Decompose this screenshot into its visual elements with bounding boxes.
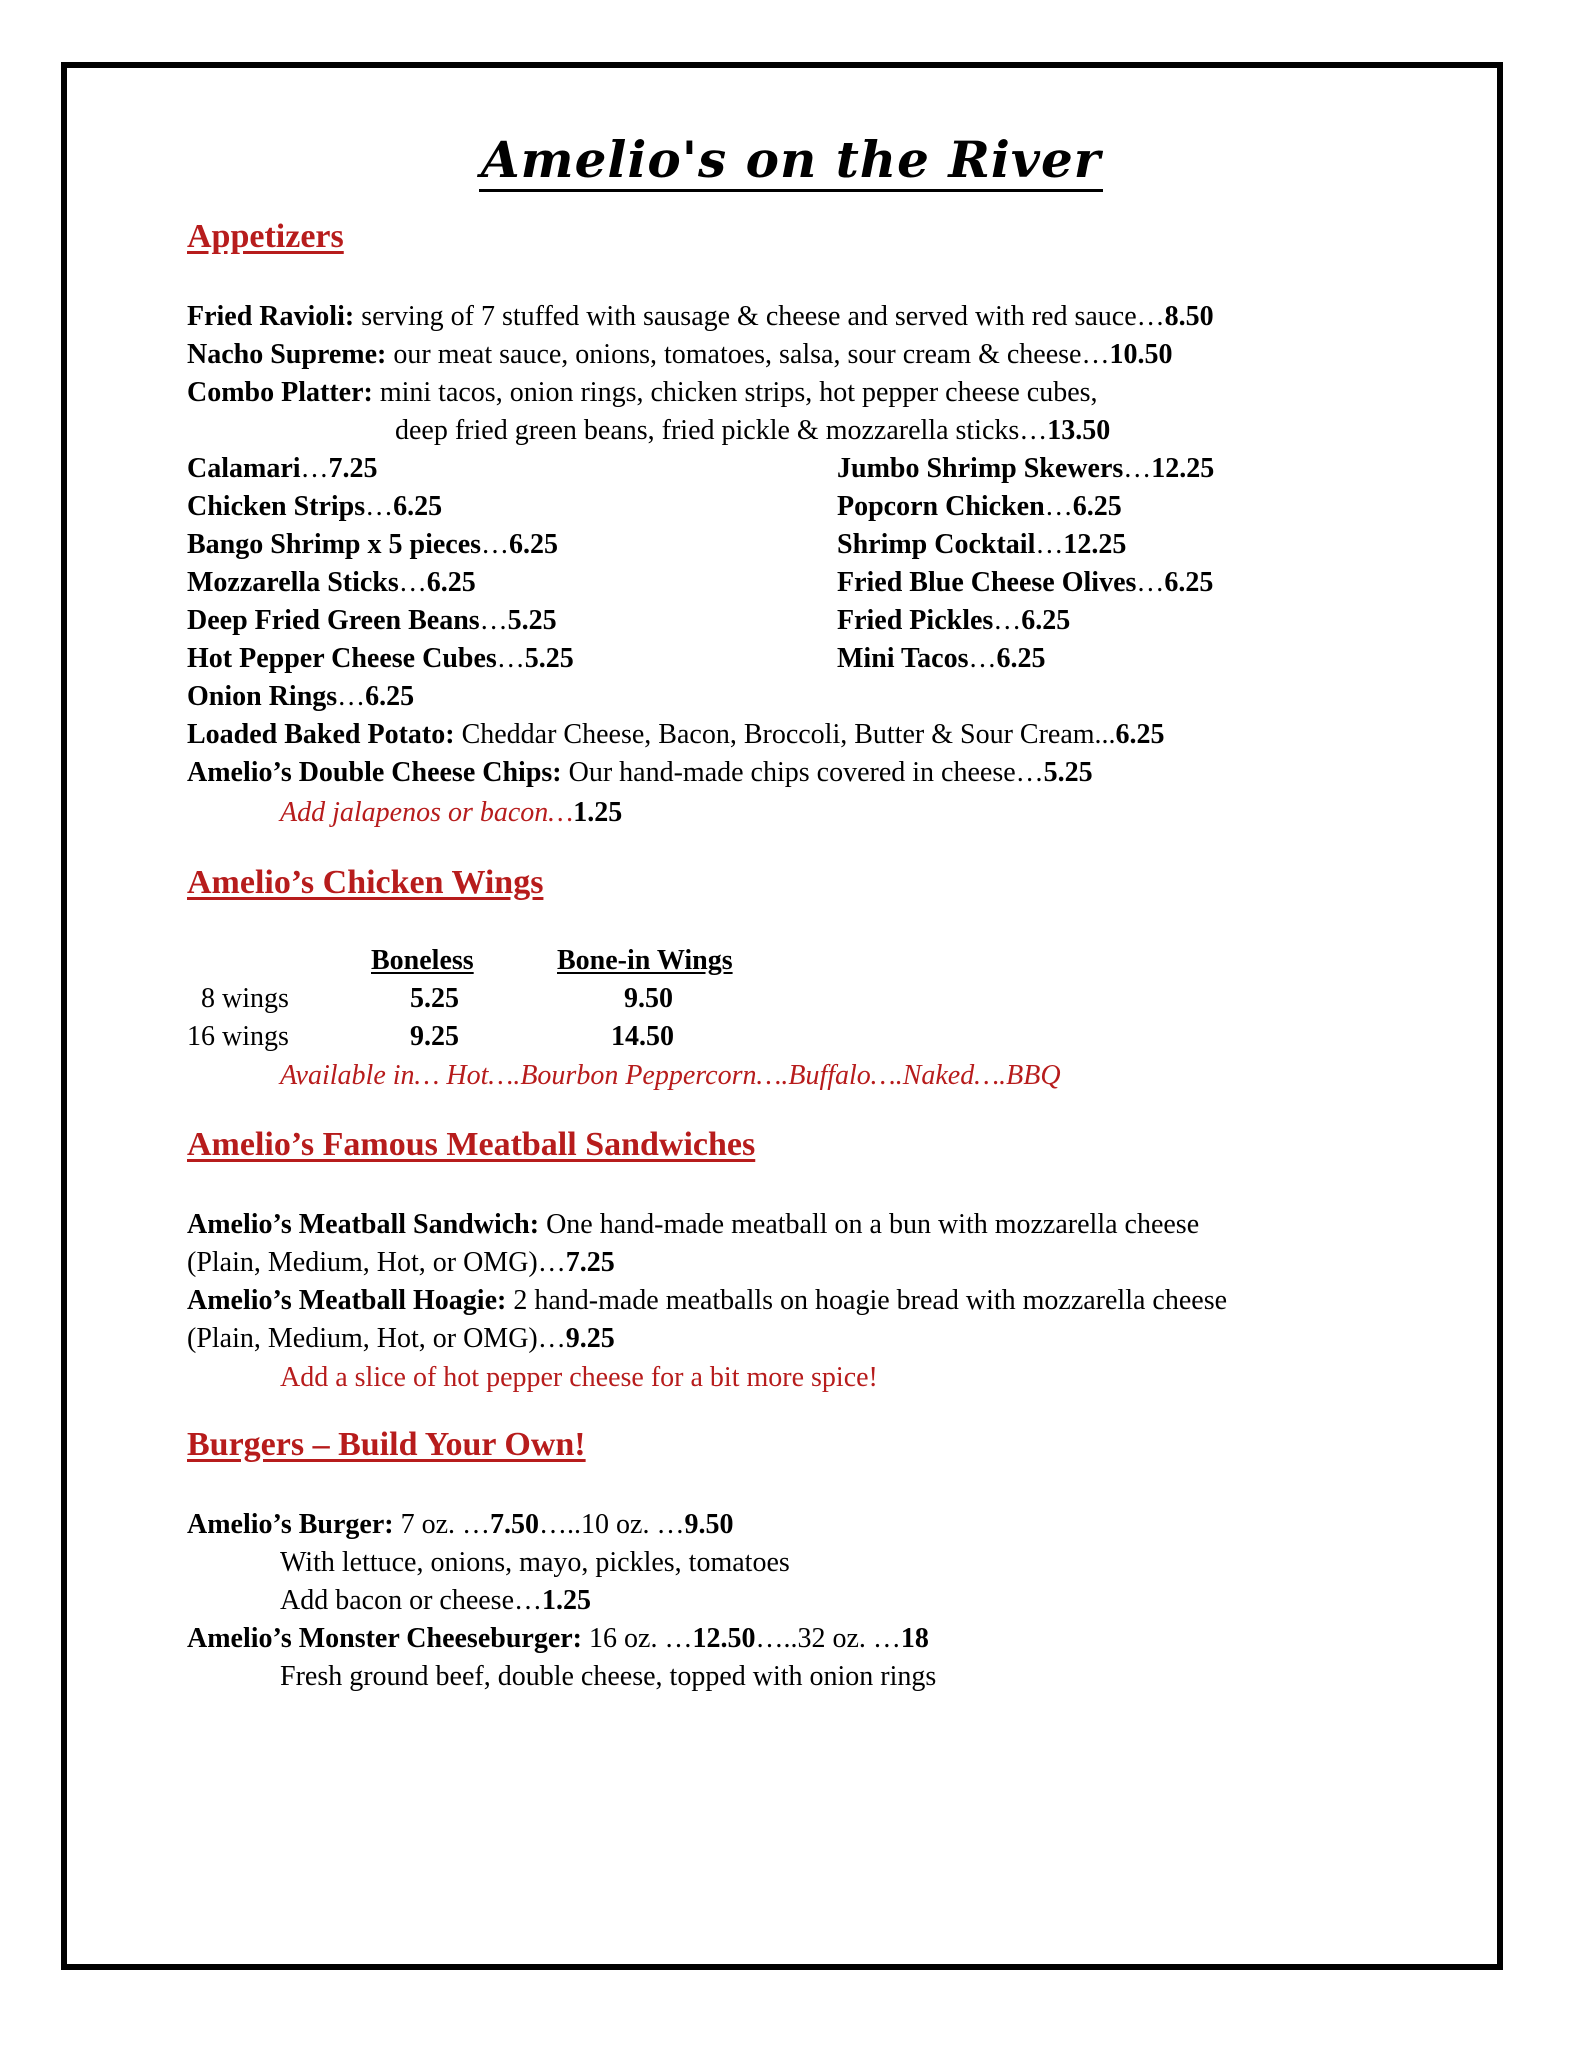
menu-item: Fried Pickles…6.25	[837, 605, 1071, 636]
menu-item-meatball-sandwich-opts: (Plain, Medium, Hot, or OMG)…7.25	[187, 1247, 615, 1278]
addon-note: Add jalapenos or bacon…1.25	[280, 797, 623, 828]
restaurant-title: Amelio's on the River	[0, 130, 1582, 189]
menu-item: Deep Fried Green Beans…5.25	[187, 605, 557, 636]
menu-item: Mozzarella Sticks…6.25	[187, 567, 476, 598]
wings-price-bone-in: 9.50	[624, 983, 673, 1014]
menu-item-nacho-supreme: Nacho Supreme: our meat sauce, onions, tomatoes, salsa, sour cream & cheese…10.50	[187, 339, 1173, 370]
wings-flavors: Available in… Hot….Bourbon Peppercorn….Buffalo….Naked….BBQ	[280, 1060, 1061, 1091]
meatball-note: Add a slice of hot pepper cheese for a bit more spice!	[280, 1362, 878, 1393]
menu-item: Popcorn Chicken…6.25	[837, 491, 1122, 522]
section-heading-wings: Amelio’s Chicken Wings	[187, 864, 544, 901]
menu-item: Calamari…7.25	[187, 453, 378, 484]
menu-item-meatball-sandwich: Amelio’s Meatball Sandwich: One hand-made meatball on a bun with mozzarella cheese	[187, 1209, 1200, 1240]
menu-item-cheese-chips: Amelio’s Double Cheese Chips: Our hand-made chips covered in cheese…5.25	[187, 757, 1093, 788]
burger-addon: Add bacon or cheese…1.25	[280, 1585, 592, 1616]
menu-item-loaded-potato: Loaded Baked Potato: Cheddar Cheese, Bacon, Broccoli, Butter & Sour Cream...6.25	[187, 719, 1165, 750]
wings-price-bone-in: 14.50	[611, 1021, 674, 1052]
menu-item: Shrimp Cocktail…12.25	[837, 529, 1127, 560]
menu-item-meatball-hoagie: Amelio’s Meatball Hoagie: 2 hand-made meatballs on hoagie bread with mozzarella cheese	[187, 1285, 1228, 1316]
wings-row-label: 16 wings	[187, 1021, 289, 1052]
menu-item-combo-platter-cont: deep fried green beans, fried pickle & mozzarella sticks…13.50	[395, 415, 1111, 446]
section-heading-meatball: Amelio’s Famous Meatball Sandwiches	[187, 1126, 756, 1163]
wings-price-boneless: 5.25	[410, 983, 459, 1014]
column-header-bone-in: Bone-in Wings	[557, 945, 733, 976]
menu-item: Onion Rings…6.25	[187, 681, 415, 712]
menu-item: Jumbo Shrimp Skewers…12.25	[837, 453, 1215, 484]
wings-price-boneless: 9.25	[410, 1021, 459, 1052]
menu-item: Chicken Strips…6.25	[187, 491, 443, 522]
menu-item: Bango Shrimp x 5 pieces…6.25	[187, 529, 559, 560]
menu-item: Mini Tacos…6.25	[837, 643, 1046, 674]
menu-item-monster-cheeseburger: Amelio’s Monster Cheeseburger: 16 oz. …12.50…..32 oz. …18	[187, 1623, 929, 1654]
section-heading-appetizers: Appetizers	[187, 218, 344, 255]
menu-item-meatball-hoagie-opts: (Plain, Medium, Hot, or OMG)…9.25	[187, 1323, 615, 1354]
column-header-boneless: Boneless	[371, 945, 474, 976]
burger-description: With lettuce, onions, mayo, pickles, tomatoes	[280, 1547, 790, 1578]
menu-item-fried-ravioli: Fried Ravioli: serving of 7 stuffed with sausage & cheese and served with red sauce…8.50	[187, 301, 1214, 332]
menu-item-burger: Amelio’s Burger: 7 oz. …7.50…..10 oz. …9.50	[187, 1509, 734, 1540]
menu-item-combo-platter: Combo Platter: mini tacos, onion rings, chicken strips, hot pepper cheese cubes,	[187, 377, 1098, 408]
menu-item: Hot Pepper Cheese Cubes…5.25	[187, 643, 574, 674]
monster-description: Fresh ground beef, double cheese, topped with onion rings	[280, 1661, 937, 1692]
section-heading-burgers: Burgers – Build Your Own!	[187, 1426, 586, 1463]
wings-row-label: 8 wings	[201, 983, 289, 1014]
menu-item: Fried Blue Cheese Olives…6.25	[837, 567, 1214, 598]
